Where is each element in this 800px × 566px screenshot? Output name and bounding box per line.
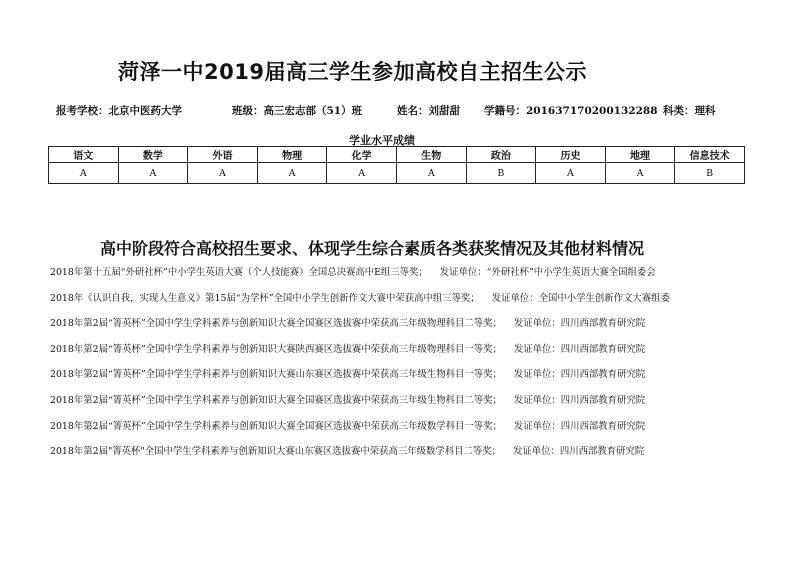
grade-cell: A — [257, 163, 327, 184]
grade-cell: A — [188, 163, 258, 184]
award-item — [50, 445, 795, 471]
class-info — [232, 103, 362, 118]
award-description: 2018年第2届“箐英杯”全国中学生学科素养与创新知识大赛山东赛区选拔赛中荣获高三年级生物科目一等奖； — [50, 369, 502, 381]
school-label: 报考学校： — [56, 105, 109, 117]
award-item — [50, 394, 795, 420]
award-item — [50, 292, 795, 318]
award-issuer: 发证单位：四川西部教育研究院 — [513, 318, 646, 330]
award-item — [50, 343, 795, 369]
subject-header: 外语 — [188, 147, 258, 163]
awards-list — [50, 266, 795, 471]
award-description: 2018年第2届"箐英杯"全国中学生学科素养与创新知识大赛山东赛区选拔赛中荣获高三年级数学科目二等奖； — [50, 446, 501, 458]
grade-cell: A — [49, 163, 119, 184]
grade-cell: A — [536, 163, 606, 184]
scores-grade-row — [49, 163, 745, 184]
subject-track-value: 理科 — [694, 105, 716, 117]
subject-header: 地理 — [605, 147, 675, 163]
grade-cell: A — [327, 163, 397, 184]
award-issuer: 发证单位：四川西部教育研究院 — [513, 343, 646, 355]
award-item — [50, 420, 795, 446]
scores-caption: 学业水平成绩 — [349, 134, 415, 147]
school-value: 北京中医药大学 — [108, 105, 182, 117]
award-issuer: 发证单位：四川西部教育研究院 — [513, 420, 646, 432]
grade-cell: A — [118, 163, 188, 184]
award-description: 2018年第2届“箐英杯”全国中学生学科素养与创新知识大赛全国赛区选拔赛中荣获高三年级生物科目二等奖； — [50, 394, 502, 406]
grade-cell: A — [605, 163, 675, 184]
scores-header-row — [49, 147, 745, 163]
award-item — [50, 368, 795, 394]
subject-header: 政治 — [466, 147, 536, 163]
student-id-value: 201637170200132288 — [526, 105, 658, 117]
subject-header: 数学 — [118, 147, 188, 163]
grade-cell: B — [466, 163, 536, 184]
class-value: 高三宏志部（51）班 — [263, 105, 363, 117]
award-description: 2018年第2届“箐英杯”全国中学生学科素养与创新知识大赛陕西赛区选拔赛中荣获高三年级物理科目一等奖； — [50, 343, 502, 355]
student-id-label: 学籍号： — [484, 105, 526, 117]
name-value: 刘甜甜 — [428, 105, 460, 117]
award-issuer: 发证单位：“外研社杯”中小学生英语大赛全国组委会 — [439, 267, 656, 278]
award-item — [50, 317, 795, 343]
subject-header: 生物 — [396, 147, 466, 163]
name-label: 姓名： — [397, 105, 429, 117]
award-issuer: 发证单位：四川西部教育研究院 — [513, 369, 646, 381]
scores-table — [48, 146, 745, 184]
award-description: 2018年第2届“箐英杯”全国中学生学科素养与创新知识大赛全国赛区选拔赛中荣获高三年级物理科目二等奖； — [50, 318, 502, 330]
award-issuer: 发证单位：四川西部教育研究院 — [513, 394, 646, 406]
subject-header: 物理 — [257, 147, 327, 163]
subject-track-label: 科类： — [663, 105, 695, 117]
subject-header: 信息技术 — [675, 147, 745, 163]
subject-header: 历史 — [536, 147, 606, 163]
award-issuer: 发证单位：全国中小学生创新作文大赛组委 — [491, 292, 670, 304]
page-title: 菏泽一中2019届高三学生参加高校自主招生公示 — [118, 60, 587, 84]
award-description: 2018年《认识自我，实现人生意义》第15届“为学杯”全国中小学生创新作文大赛中荣获高中组三等奖； — [50, 292, 480, 304]
school-info — [56, 103, 182, 118]
subject-track-info — [663, 103, 716, 118]
award-item — [50, 266, 795, 292]
student-id-info — [484, 103, 658, 118]
awards-heading: 高中阶段符合高校招生要求、体现学生综合素质各类获奖情况及其他材料情况 — [100, 239, 645, 258]
subject-header: 化学 — [327, 147, 397, 163]
award-description: 2018年第十五届“外研社杯”中小学生英语大赛（个人技能赛）全国总决赛高中E组三等奖； — [50, 267, 428, 278]
class-label: 班级： — [232, 105, 264, 117]
name-info — [397, 103, 460, 118]
grade-cell: A — [396, 163, 466, 184]
grade-cell: B — [675, 163, 745, 184]
award-description: 2018年第2届“箐英杯”全国中学生学科素养与创新知识大赛全国赛区选拔赛中荣获高三年级数学科目一等奖； — [50, 420, 502, 432]
award-issuer: 发证单位：四川西部教育研究院 — [512, 446, 645, 458]
subject-header: 语文 — [49, 147, 119, 163]
